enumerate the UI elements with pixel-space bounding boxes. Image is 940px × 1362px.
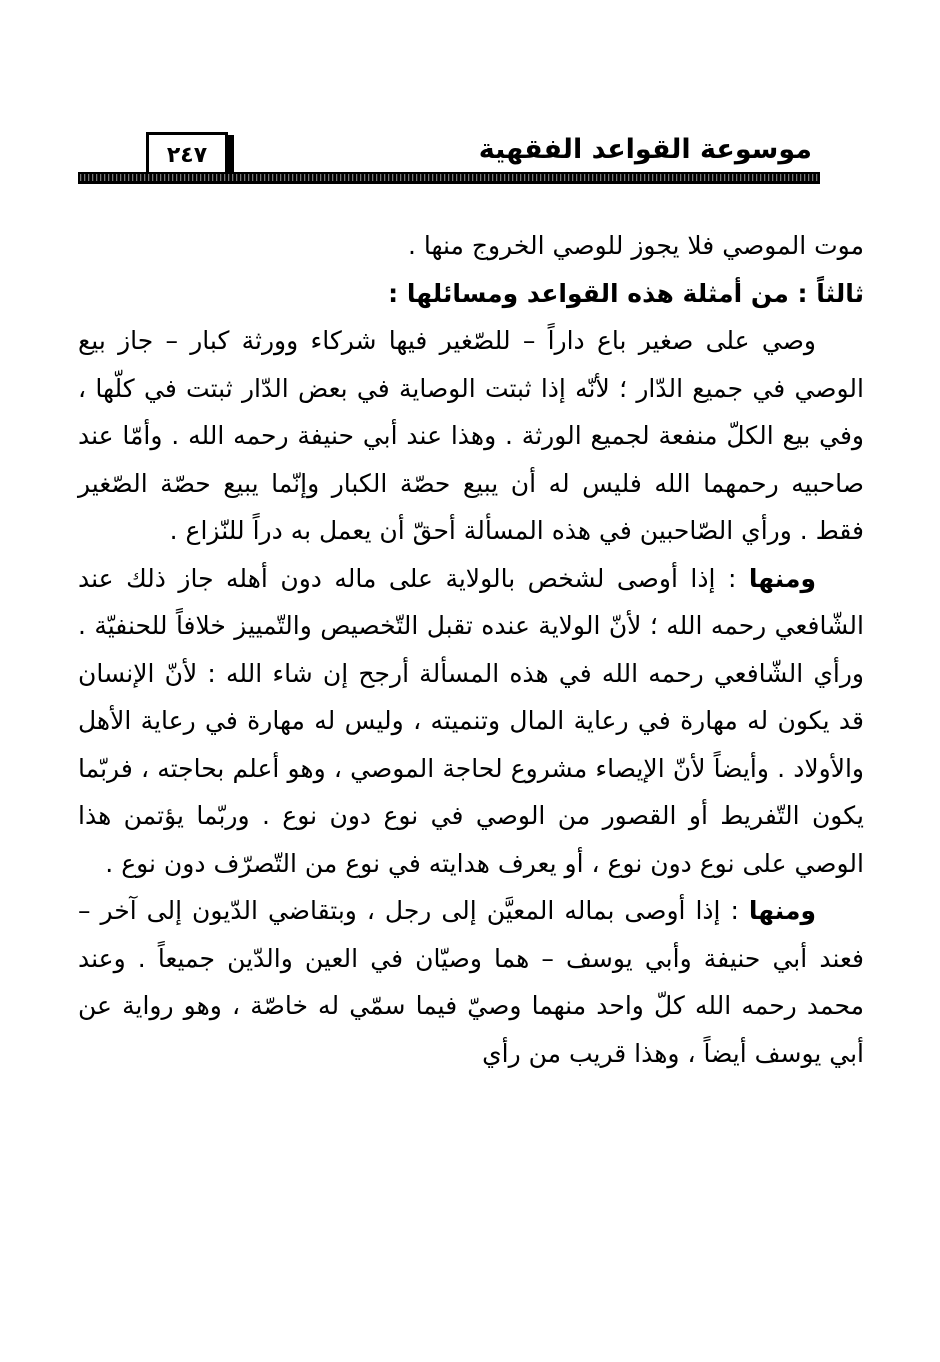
header-rule: [78, 172, 820, 184]
paragraph-2-text: : إذا أوصى لشخص بالولاية على ماله دون أهله جاز ذلك عند الشّافعي رحمه الله ؛ لأنّ الولاية عنده تقبل التّخصيص والتّمييز خلافاً للحنفيّة . ورأي الشّافعي رحمه الله في هذه المسألة أرجح إن شاء الله : لأنّ الإنسان قد يكون له مهارة في رعاية المال وتنميته ، وليس له مهارة في رعاية الأهل والأولاد . وأيضاً لأنّ الإيصاء مشروع لحاجة الموصي ، وهو أعلم بحاجته ، فربّما يكون التّفريط أو القصور من الوصي في نوع دون نوع . وربّما يؤتمن هذا الوصي على نوع دون نوع ، أو يعرف هدايته في نوع من التّصرّف دون نوع .: [78, 563, 864, 878]
paragraph-2: [78, 555, 864, 888]
paragraph-3-text: : إذا أوصى بماله المعيَّن إلى رجل ، وبتقاضي الدّيون إلى آخر – فعند أبي حنيفة وأبي يوسف – هما وصيّان في العين والدّين جميعاً . وعند محمد رحمه الله كلّ واحد منهما وصيّ فيما سمّي له خاصّة ، وهو رواية عن أبي يوسف أيضاً ، وهذا قريب من رأي: [78, 896, 864, 1068]
paragraph-continuation: موت الموصي فلا يجوز للوصي الخروج منها .: [407, 231, 864, 260]
section-heading: ثالثاً : من أمثلة هذه القواعد ومسائلها :: [388, 278, 864, 308]
paragraph-3: [78, 887, 864, 1077]
paragraph-1: وصي على صغير باع داراً – للصّغير فيها شركاء وورثة كبار – جاز بيع الوصي في جميع الدّار ؛ لأنّه إذا ثبتت الوصاية في بعض الدّار ثبتت في كلّها ، وفي بيع الكلّ منفعة لجميع الورثة . وهذا عند أبي حنيفة رحمه الله . وأمّا عند صاحبيه رحمهما الله فليس له أن يبيع حصّة الكبار وإنّما يبيع حصّة الصّغير فقط . ورأي الصّاحبين في هذه المسألة أحقّ أن يعمل به دراً للنّزاع .: [78, 326, 864, 545]
paragraph-3-lead: ومنها: [748, 896, 816, 925]
running-title: موسوعة القواعد الفقهية: [478, 134, 812, 165]
page-body: [78, 222, 864, 1077]
page-number-shadow: [228, 135, 234, 176]
paragraph-2-lead: ومنها: [748, 563, 816, 593]
page-number: ٢٤٧: [146, 132, 228, 176]
page-header: [0, 0, 940, 200]
